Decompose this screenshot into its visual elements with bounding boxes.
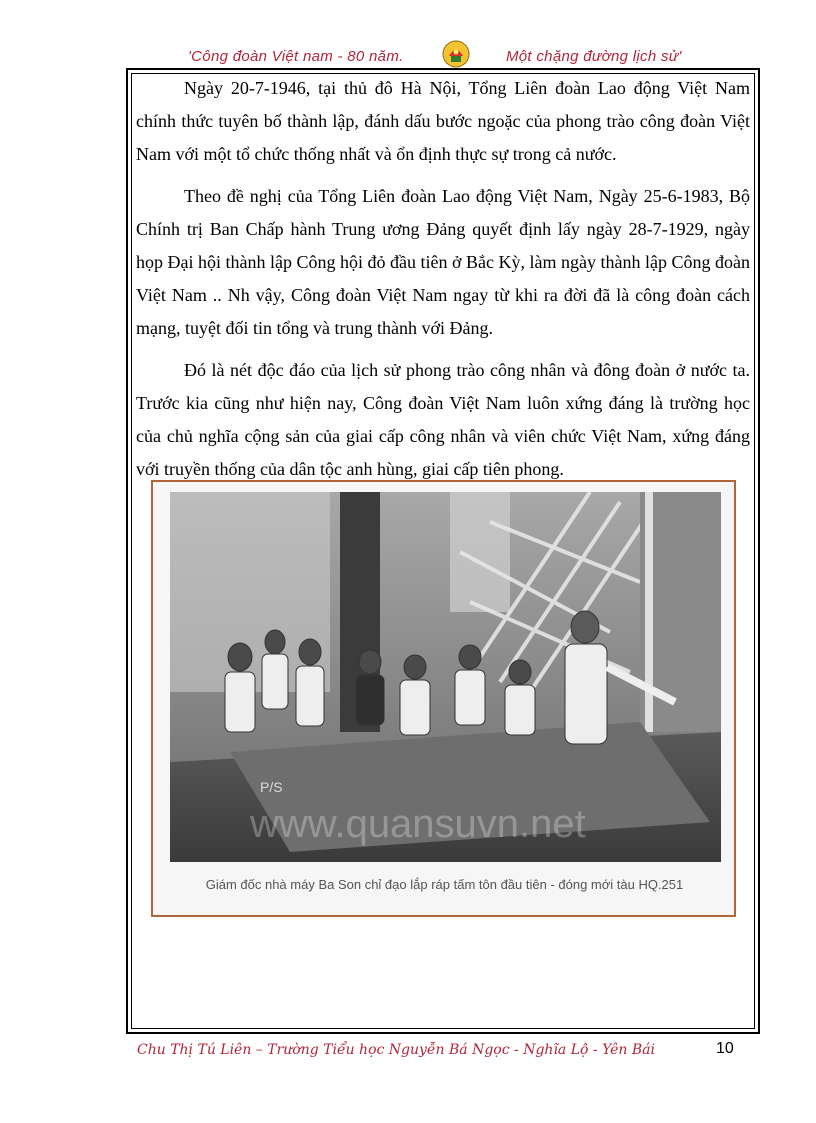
header-title-right: Một chặng đường lịch sử' — [506, 48, 682, 65]
svg-text:P/S: P/S — [260, 779, 283, 795]
photo-frame — [151, 480, 736, 917]
page-header — [128, 40, 748, 70]
watermark-text: www.quansuvn.net — [250, 802, 586, 846]
paragraph-1: Ngày 20-7-1946, tại thủ đô Hà Nội, Tổng Liên đoàn Lao động Việt Nam chính thức tuyên bố thành lập, đánh dấu bước ngoặc của phong trào công đoàn Việt Nam với một tổ chức thống nhất và ổn định thực sự trong cả nước. — [136, 78, 750, 164]
header-title-left: 'Công đoàn Việt nam - 80 năm. — [188, 48, 404, 65]
footer-author: Chu Thị Tú Liên – Trường Tiểu học Nguyễn Bá Ngọc - Nghĩa Lộ - Yên Bái — [137, 1042, 655, 1058]
body-text — [136, 72, 750, 486]
page-number: 10 — [716, 1040, 734, 1057]
paragraph-2: Theo đề nghị của Tổng Liên đoàn Lao động Việt Nam, Ngày 25-6-1983, Bộ Chính trị Ban Chấp hành Trung ương Đảng quyết định lấy ngày 28-7-1929, ngày họp Đại hội thành lập Công hội đỏ đầu tiên ở Bắc Kỳ, làm ngày thành lập Công đoàn Việt Nam .. Nh vậy, Công đoàn Việt Nam ngay từ khi ra đời đã là công đoàn cách mạng, tuyệt đối tin tổng và trung thành với Đảng. — [136, 186, 750, 338]
historic-shipyard-photo — [170, 492, 721, 862]
paragraph-3: Đó là nét độc đáo của lịch sử phong trào công nhân và đông đoàn ở nước ta. Trước kia cũng như hiện nay, Công đoàn Việt Nam luôn xứng đáng là trường học của chủ nghĩa cộng sản của giai cấp công nhân và viên chức Việt Nam, xứng đáng với truyền thống của dân tộc anh hùng, giai cấp tiên phong. — [136, 360, 750, 479]
trade-union-logo-icon — [442, 40, 470, 68]
photo-caption: Giám đốc nhà máy Ba Son chỉ đạo lắp ráp tấm tôn đầu tiên - đóng mới tàu HQ.251 — [205, 877, 684, 892]
